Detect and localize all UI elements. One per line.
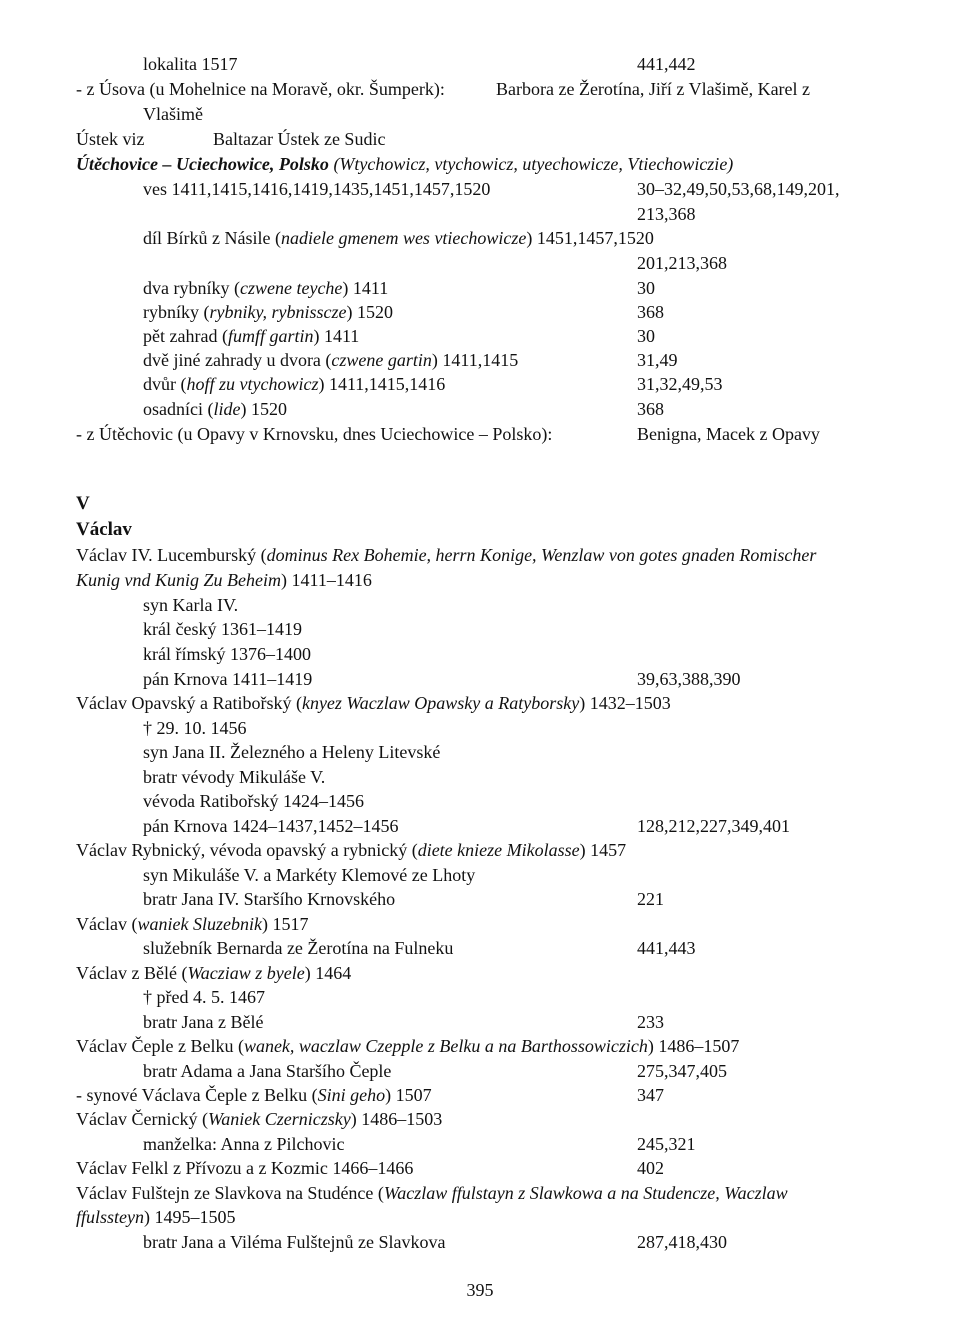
page-refs: 441,443	[637, 938, 696, 958]
entry-text: - synové Václava Čeple z Belku (Sini geho) 1507	[76, 1085, 432, 1105]
page-refs: 368	[637, 302, 664, 322]
index-line	[0, 226, 960, 250]
index-line	[0, 202, 960, 226]
entry-text: Václav Felkl z Přívozu a z Kozmic 1466–1466	[76, 1158, 414, 1178]
page-refs: 275,347,405	[637, 1061, 727, 1081]
entry-text: bratr Adama a Jana Staršího Čeple	[143, 1061, 392, 1081]
entry-text: dvě jiné zahrady u dvora (czwene gartin) 1411,1415	[143, 350, 519, 370]
index-line	[0, 691, 960, 715]
page-refs: 30	[637, 326, 655, 346]
entry-text: Václav Fulštejn ze Slavkova na Studénce (Waczlaw ffulstayn z Slawkowa a na Studencze, Waczlaw	[76, 1183, 788, 1203]
index-line	[0, 372, 960, 396]
entry-text: král český 1361–1419	[143, 619, 302, 639]
entry-text: Václav Čeple z Belku (wanek, waczlaw Czepple z Belku a na Barthossowiczich) 1486–1507	[76, 1036, 740, 1056]
page-refs: 221	[637, 889, 664, 909]
index-line	[0, 1083, 960, 1107]
entry-text: Kunig vnd Kunig Zu Beheim) 1411–1416	[76, 570, 372, 590]
page-refs: 31,49	[637, 350, 678, 370]
index-line	[0, 102, 960, 126]
page-refs: 441,442	[637, 54, 696, 74]
page-refs: 402	[637, 1158, 664, 1178]
entry-text: Vlašimě	[143, 104, 203, 124]
index-line	[0, 1205, 960, 1229]
index-line	[0, 568, 960, 592]
index-line	[0, 985, 960, 1009]
entry-text: † 29. 10. 1456	[143, 718, 247, 738]
page-refs: 347	[637, 1085, 664, 1105]
see-reference: Baltazar Ústek ze Sudic	[213, 129, 386, 149]
index-line	[0, 543, 960, 567]
index-line	[0, 1107, 960, 1131]
place-heading: Útěchovice – Uciechowice, Polsko (Wtychowicz, vtychowicz, utyechowicze, Vtiechowiczie)	[76, 154, 734, 174]
index-line	[0, 52, 960, 76]
entry-text: syn Mikuláše V. a Markéty Klemové ze Lhoty	[143, 865, 476, 885]
index-line	[0, 617, 960, 641]
entry-text: syn Jana II. Železného a Heleny Litevské	[143, 742, 441, 762]
page-refs: 213,368	[637, 204, 696, 224]
index-line	[0, 1034, 960, 1058]
section-letter: V	[76, 493, 90, 514]
entry-persons: Benigna, Macek z Opavy	[637, 424, 820, 444]
entry-text: pán Krnova 1411–1419	[143, 669, 313, 689]
entry-text: bratr Jana IV. Staršího Krnovského	[143, 889, 396, 909]
entry-text: pán Krnova 1424–1437,1452–1456	[143, 816, 399, 836]
index-line	[0, 1059, 960, 1083]
index-line	[0, 863, 960, 887]
entry-text: osadníci (lide) 1520	[143, 399, 287, 419]
index-line	[0, 667, 960, 691]
entry-text: Václav Opavský a Ratibořský (knyez Waczlaw Opawsky a Ratyborsky) 1432–1503	[76, 693, 671, 713]
index-line	[0, 1156, 960, 1180]
index-line	[0, 177, 960, 201]
index-heading-line	[0, 152, 960, 176]
page-refs: 287,418,430	[637, 1232, 727, 1252]
entry-text: Václav Rybnický, vévoda opavský a rybnický (diete knieze Mikolasse) 1457	[76, 840, 627, 860]
index-line	[0, 814, 960, 838]
index-line	[0, 961, 960, 985]
entry-text: Václav (waniek Sluzebnik) 1517	[76, 914, 309, 934]
index-line	[0, 251, 960, 275]
index-line	[0, 740, 960, 764]
entry-text: vévoda Ratibořský 1424–1456	[143, 791, 364, 811]
index-line	[0, 1010, 960, 1034]
index-line	[0, 765, 960, 789]
index-line	[0, 716, 960, 740]
page-refs: 201,213,368	[637, 253, 727, 273]
entry-text: pět zahrad (fumff gartin) 1411	[143, 326, 360, 346]
entry-text: dva rybníky (czwene teyche) 1411	[143, 278, 389, 298]
index-line	[0, 422, 960, 446]
index-line	[0, 593, 960, 617]
entry-text: - z Útěchovic (u Opavy v Krnovsku, dnes Uciechowice – Polsko):	[76, 424, 553, 444]
entry-text: Václav z Bělé (Wacziaw z byele) 1464	[76, 963, 352, 983]
page-refs: 30–32,49,50,53,68,149,201,	[637, 179, 840, 199]
index-line	[0, 300, 960, 324]
entry-text: Ústek viz	[76, 129, 145, 149]
index-line	[0, 77, 960, 101]
entry-text: manželka: Anna z Pilchovic	[143, 1134, 345, 1154]
index-line	[0, 912, 960, 936]
index-line	[0, 276, 960, 300]
page-refs: 233	[637, 1012, 664, 1032]
page-refs: 39,63,388,390	[637, 669, 741, 689]
entry-text: Václav IV. Lucemburský (dominus Rex Bohemie, herrn Konige, Wenzlaw von gotes gnaden Romischer	[76, 545, 817, 565]
entry-text: syn Karla IV.	[143, 595, 239, 615]
page-refs: 31,32,49,53	[637, 374, 723, 394]
entry-text: Václav Černický (Waniek Czerniczsky) 1486–1503	[76, 1109, 443, 1129]
page-refs: 30	[637, 278, 655, 298]
entry-text: - z Úsova (u Mohelnice na Moravě, okr. Šumperk):	[76, 79, 445, 99]
entry-text: díl Bírků z Násile (nadiele gmenem wes vtiechowicze) 1451,1457,1520	[143, 228, 654, 248]
index-line	[0, 397, 960, 421]
entry-text: lokalita 1517	[143, 54, 238, 74]
index-line	[0, 1132, 960, 1156]
entry-text: bratr vévody Mikuláše V.	[143, 767, 326, 787]
index-line	[0, 642, 960, 666]
entry-text: ves 1411,1415,1416,1419,1435,1451,1457,1520	[143, 179, 491, 199]
entry-text: ffulssteyn) 1495–1505	[76, 1207, 236, 1227]
entry-text: dvůr (hoff zu vtychowicz) 1411,1415,1416	[143, 374, 446, 394]
page-refs: 368	[637, 399, 664, 419]
entry-text: bratr Jana z Bělé	[143, 1012, 264, 1032]
index-line	[0, 789, 960, 813]
entry-text: služebník Bernarda ze Žerotína na Fulneku	[143, 938, 454, 958]
page-refs: 128,212,227,349,401	[637, 816, 790, 836]
index-line	[0, 936, 960, 960]
index-line	[0, 838, 960, 862]
entry-text: rybníky (rybniky, rybnisscze) 1520	[143, 302, 393, 322]
page-refs: 245,321	[637, 1134, 696, 1154]
index-line	[0, 1230, 960, 1254]
entry-text: † před 4. 5. 1467	[143, 987, 265, 1007]
index-line	[0, 348, 960, 372]
index-line	[0, 1181, 960, 1205]
section-heading: Václav	[76, 519, 132, 540]
index-line	[0, 324, 960, 348]
entry-persons: Barbora ze Žerotína, Jiří z Vlašimě, Karel z	[496, 79, 811, 99]
entry-text: bratr Jana a Viléma Fulštejnů ze Slavkova	[143, 1232, 446, 1252]
index-line	[0, 127, 960, 151]
entry-text: král římský 1376–1400	[143, 644, 311, 664]
index-line	[0, 887, 960, 911]
page-number: 395	[466, 1280, 494, 1300]
